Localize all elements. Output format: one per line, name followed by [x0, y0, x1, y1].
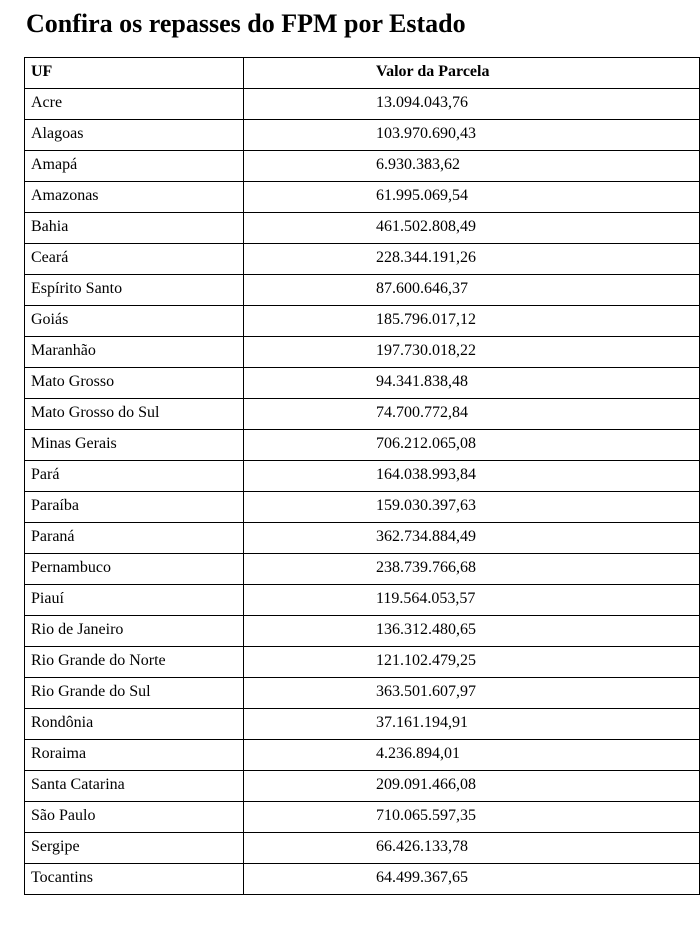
- table-row: [25, 275, 700, 306]
- column-header-uf: UF: [25, 58, 244, 89]
- cell-valor: 363.501.607,97: [244, 678, 700, 709]
- cell-uf: Roraima: [25, 740, 244, 771]
- table-row: [25, 585, 700, 616]
- cell-uf: Rio de Janeiro: [25, 616, 244, 647]
- table-row: [25, 89, 700, 120]
- page-title: Confira os repasses do FPM por Estado: [26, 9, 466, 38]
- cell-valor: 94.341.838,48: [244, 368, 700, 399]
- cell-uf: Tocantins: [25, 864, 244, 895]
- cell-uf: Maranhão: [25, 337, 244, 368]
- column-header-valor: Valor da Parcela: [244, 58, 700, 89]
- table-row: [25, 802, 700, 833]
- table-row: [25, 244, 700, 275]
- cell-uf: Pernambuco: [25, 554, 244, 585]
- cell-valor: 119.564.053,57: [244, 585, 700, 616]
- table-row: [25, 461, 700, 492]
- cell-valor: 13.094.043,76: [244, 89, 700, 120]
- cell-uf: Acre: [25, 89, 244, 120]
- fpm-table: [24, 57, 700, 895]
- table-row: [25, 771, 700, 802]
- cell-uf: São Paulo: [25, 802, 244, 833]
- cell-uf: Rondônia: [25, 709, 244, 740]
- cell-uf: Mato Grosso: [25, 368, 244, 399]
- cell-valor: 74.700.772,84: [244, 399, 700, 430]
- cell-valor: 64.499.367,65: [244, 864, 700, 895]
- cell-uf: Goiás: [25, 306, 244, 337]
- cell-uf: Espírito Santo: [25, 275, 244, 306]
- cell-valor: 362.734.884,49: [244, 523, 700, 554]
- table-row: [25, 368, 700, 399]
- table-row: [25, 616, 700, 647]
- table-row: [25, 678, 700, 709]
- table-row: [25, 306, 700, 337]
- cell-valor: 164.038.993,84: [244, 461, 700, 492]
- cell-uf: Amapá: [25, 151, 244, 182]
- cell-valor: 121.102.479,25: [244, 647, 700, 678]
- cell-uf: Sergipe: [25, 833, 244, 864]
- table-row: [25, 647, 700, 678]
- cell-uf: Mato Grosso do Sul: [25, 399, 244, 430]
- cell-uf: Rio Grande do Norte: [25, 647, 244, 678]
- cell-uf: Santa Catarina: [25, 771, 244, 802]
- table-row: [25, 182, 700, 213]
- cell-valor: 461.502.808,49: [244, 213, 700, 244]
- cell-uf: Paraíba: [25, 492, 244, 523]
- cell-valor: 103.970.690,43: [244, 120, 700, 151]
- cell-valor: 197.730.018,22: [244, 337, 700, 368]
- cell-valor: 61.995.069,54: [244, 182, 700, 213]
- table-row: [25, 740, 700, 771]
- table-row: [25, 430, 700, 461]
- cell-valor: 6.930.383,62: [244, 151, 700, 182]
- cell-uf: Paraná: [25, 523, 244, 554]
- table-row: [25, 523, 700, 554]
- cell-uf: Piauí: [25, 585, 244, 616]
- cell-uf: Pará: [25, 461, 244, 492]
- cell-valor: 228.344.191,26: [244, 244, 700, 275]
- cell-valor: 66.426.133,78: [244, 833, 700, 864]
- cell-valor: 710.065.597,35: [244, 802, 700, 833]
- cell-valor: 185.796.017,12: [244, 306, 700, 337]
- table-row: [25, 833, 700, 864]
- cell-valor: 37.161.194,91: [244, 709, 700, 740]
- cell-valor: 4.236.894,01: [244, 740, 700, 771]
- table-header-row: [25, 58, 700, 89]
- cell-uf: Minas Gerais: [25, 430, 244, 461]
- cell-uf: Alagoas: [25, 120, 244, 151]
- table-row: [25, 337, 700, 368]
- cell-valor: 706.212.065,08: [244, 430, 700, 461]
- cell-valor: 136.312.480,65: [244, 616, 700, 647]
- table-row: [25, 492, 700, 523]
- cell-valor: 159.030.397,63: [244, 492, 700, 523]
- table-row: [25, 151, 700, 182]
- table-row: [25, 864, 700, 895]
- cell-valor: 238.739.766,68: [244, 554, 700, 585]
- cell-uf: Amazonas: [25, 182, 244, 213]
- table-row: [25, 120, 700, 151]
- table-body: [25, 89, 700, 895]
- cell-uf: Ceará: [25, 244, 244, 275]
- cell-valor: 87.600.646,37: [244, 275, 700, 306]
- cell-uf: Rio Grande do Sul: [25, 678, 244, 709]
- table-row: [25, 554, 700, 585]
- cell-uf: Bahia: [25, 213, 244, 244]
- table-row: [25, 709, 700, 740]
- table-row: [25, 399, 700, 430]
- cell-valor: 209.091.466,08: [244, 771, 700, 802]
- table-row: [25, 213, 700, 244]
